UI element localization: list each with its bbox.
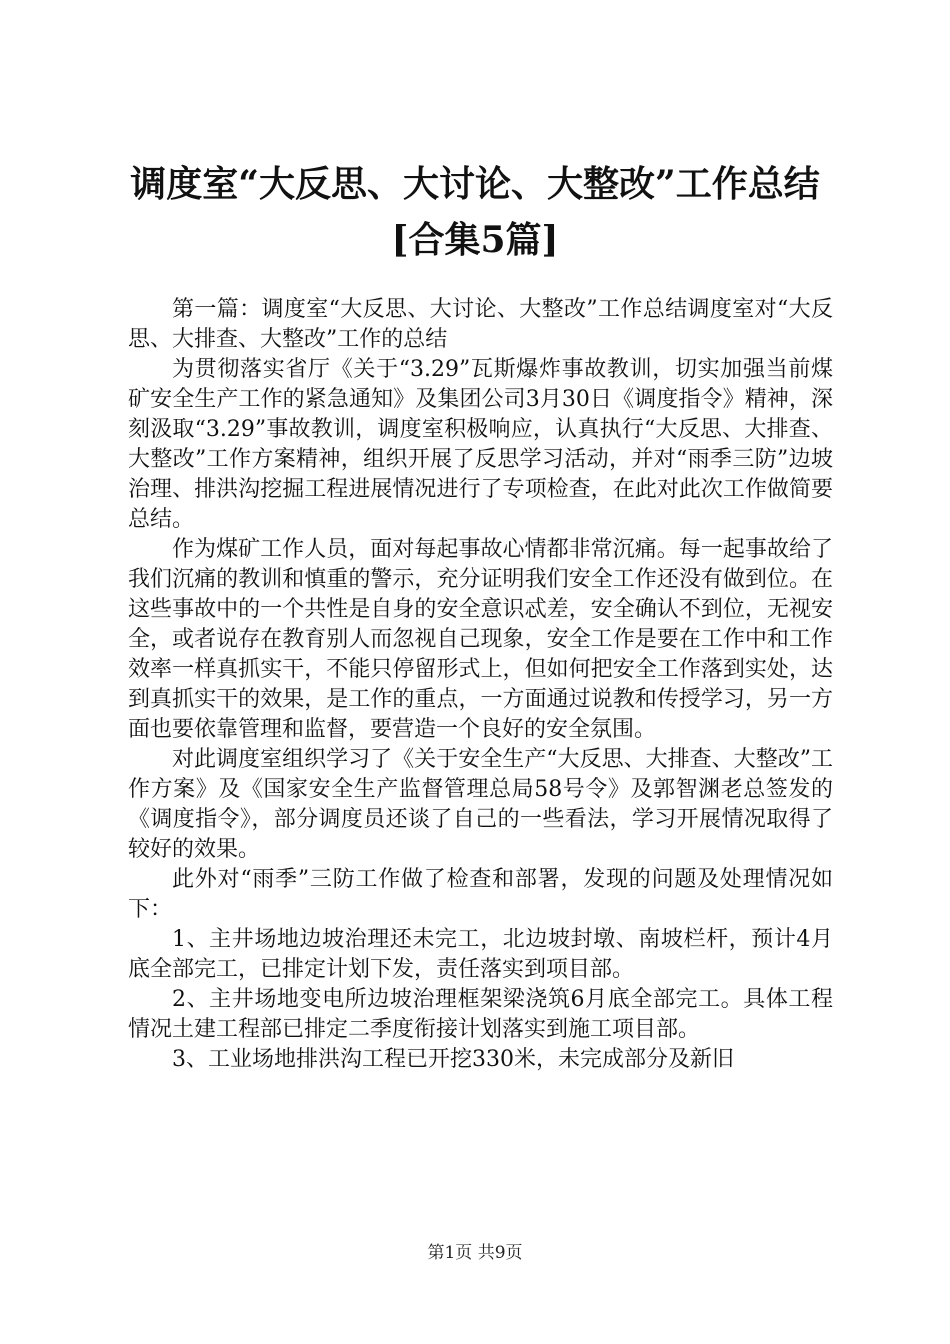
paragraph: 1、主井场地边坡治理还未完工，北边坡封墩、南坡栏杆，预计4月底全部完工，已排定计划下发，责任落实到项目部。 xyxy=(128,927,833,982)
paragraph: 此外对“雨季”三防工作做了检查和部署，发现的问题及处理情况如下： xyxy=(128,867,833,922)
paragraph: 对此调度室组织学习了《关于安全生产“大反思、大排查、大整改”工作方案》及《国家安全生产监督管理总局58号令》及郭智渊老总签发的《调度指令》，部分调度员还谈了自己的一些看法，学习开展情况取得了较好的效果。 xyxy=(128,747,833,862)
document-body xyxy=(128,295,833,1075)
paragraph: 2、主井场地变电所边坡治理框架梁浇筑6月底全部完工。具体工程情况土建工程部已排定二季度衔接计划落实到施工项目部。 xyxy=(128,987,833,1042)
paragraph: 3、工业场地排洪沟工程已开挖330米，未完成部分及新旧 xyxy=(172,1047,734,1072)
page-footer: 第1页 共9页 xyxy=(427,1243,523,1263)
paragraph: 作为煤矿工作人员，面对每起事故心情都非常沉痛。每一起事故给了我们沉痛的教训和慎重的警示，充分证明我们安全工作还没有做到位。在这些事故中的一个共性是自身的安全意识忒差，安全确认不到位，无视安全，或者说存在教育别人而忽视自己现象，安全工作是要在工作中和工作效率一样真抓实干，不能只停留形式上，但如何把安全工作落到实处，达到真抓实干的效果，是工作的重点，一方面通过说教和传授学习，另一方面也要依靠管理和监督，要营造一个良好的安全氛围。 xyxy=(128,537,833,742)
document-title-line-1: 调度室“大反思、大讨论、大整改”工作总结 xyxy=(130,163,820,205)
paragraph: 为贯彻落实省厅《关于“3.29”瓦斯爆炸事故教训，切实加强当前煤矿安全生产工作的紧急通知》及集团公司3月30日《调度指令》精神，深刻汲取“3.29”事故教训，调度室积极响应，认真执行“大反思、大排查、大整改”工作方案精神，组织开展了反思学习活动，并对“雨季三防”边坡治理、排洪沟挖掘工程进展情况进行了专项检查，在此对此次工作做简要总结。 xyxy=(128,357,833,532)
paragraph: 第一篇：调度室“大反思、大讨论、大整改”工作总结调度室对“大反思、大排查、大整改”工作的总结 xyxy=(128,297,833,352)
document-title-line-2: [合集5篇] xyxy=(391,219,559,261)
